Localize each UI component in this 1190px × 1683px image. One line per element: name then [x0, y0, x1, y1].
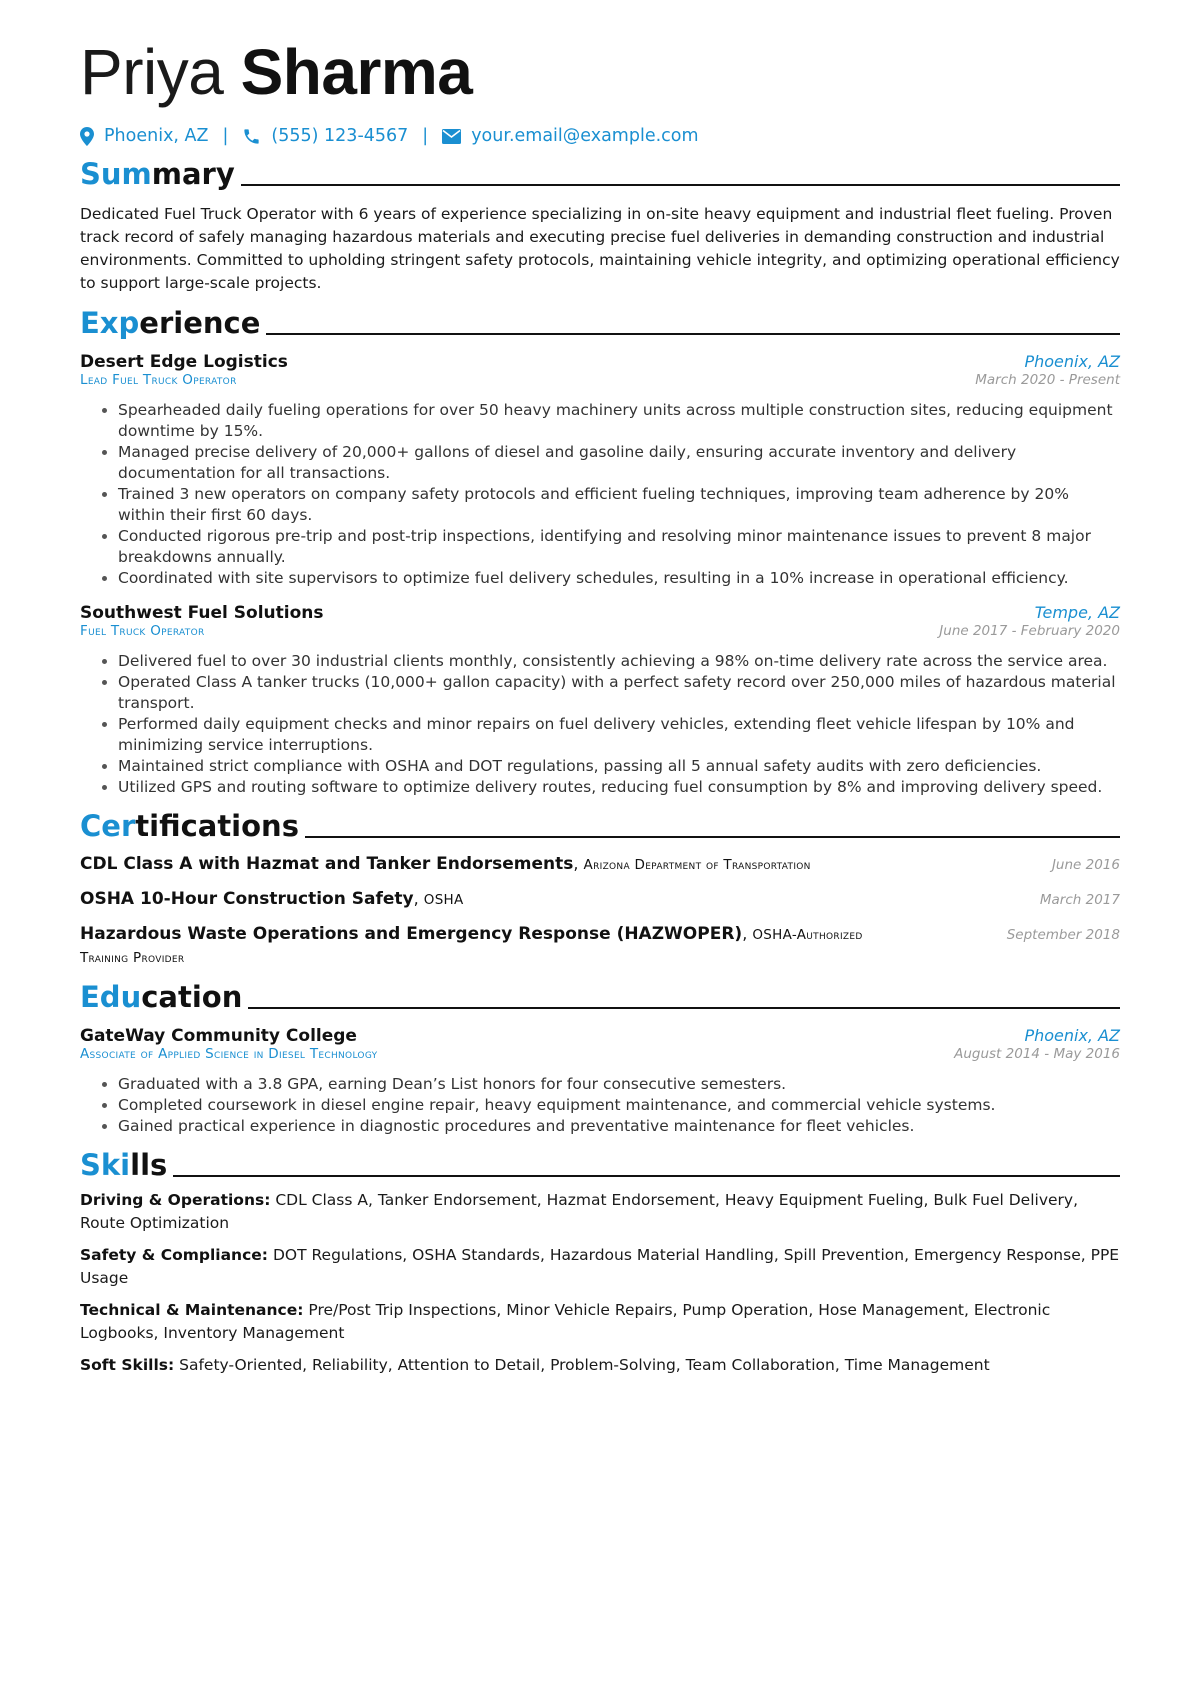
- title-accent: Exp: [80, 306, 140, 340]
- job-role: Lead Fuel Truck Operator: [80, 372, 237, 388]
- list-item: • Utilized GPS and routing software to optimize delivery routes, reducing fuel consumption by 8% and improving delivery speed.: [118, 777, 1120, 798]
- list-item: • Trained 3 new operators on company safety protocols and efficient fueling techniques, improving team adherence by 20% within their first 60 days.: [118, 484, 1120, 526]
- education-dates: August 2014 - May 2016: [954, 1046, 1120, 1062]
- skills-heading: [80, 1148, 1120, 1182]
- job-header: [80, 603, 1120, 623]
- section-title: [80, 157, 235, 191]
- skill-group: [80, 1244, 1120, 1290]
- section-rule: [173, 1175, 1120, 1177]
- skill-label: Driving & Operations:: [80, 1191, 271, 1209]
- job-header: [80, 352, 1120, 372]
- skill-group: [80, 1299, 1120, 1345]
- title-rest: mary: [151, 157, 235, 191]
- phone-icon: [242, 127, 261, 146]
- education-heading: [80, 980, 1120, 1014]
- job-location: Phoenix, AZ: [1024, 352, 1120, 371]
- certification-issuer: OSHA: [423, 892, 464, 908]
- certification-item: [80, 888, 1120, 911]
- section-rule: [305, 836, 1120, 838]
- certification-issuer: Arizona Department of Transportation: [583, 857, 811, 873]
- summary-text: Dedicated Fuel Truck Operator with 6 years of experience specializing in on-site heavy equipment and industrial fleet fueling. Proven track record of safely managing hazardous materials and executing precise fuel deliveries in demanding construction and industrial environments. Committed to upholding stringent safety protocols, maintaining vehicle integrity, and optimizing operational efficiency to support large-scale projects.: [80, 205, 1120, 292]
- skill-label: Soft Skills:: [80, 1356, 175, 1374]
- skill-group: [80, 1354, 1120, 1377]
- title-accent: Ski: [80, 1148, 131, 1182]
- email-link[interactable]: your.email@example.com: [471, 126, 699, 146]
- certifications-heading: [80, 809, 1120, 843]
- certification-main: OSHA 10-Hour Construction Safety, OSHA: [80, 889, 464, 909]
- certification-name: OSHA 10-Hour Construction Safety: [80, 889, 414, 909]
- experience-heading: [80, 306, 1120, 340]
- list-item: • Managed precise delivery of 20,000+ gallons of diesel and gasoline daily, ensuring accurate inventory and delivery documentation for all transactions.: [118, 442, 1120, 484]
- degree: Associate of Applied Science in Diesel Technology: [80, 1046, 378, 1062]
- list-item: • Spearheaded daily fueling operations for over 50 heavy machinery units across multiple construction sites, reducing equipment downtime by 15%.: [118, 400, 1120, 442]
- company-name: Southwest Fuel Solutions: [80, 603, 324, 623]
- contact-separator: |: [222, 126, 229, 146]
- certification-main: CDL Class A with Hazmat and Tanker Endorsements, Arizona Department of Transportation: [80, 854, 811, 874]
- map-pin-icon: [80, 127, 94, 146]
- title-accent: Cer: [80, 809, 136, 843]
- company-name: Desert Edge Logistics: [80, 352, 288, 372]
- first-name: Priya: [80, 36, 224, 108]
- job-location: Tempe, AZ: [1034, 603, 1120, 622]
- title-rest: tifications: [135, 809, 299, 843]
- contact-separator: |: [422, 126, 429, 146]
- job-bullets: [80, 400, 1120, 589]
- list-item: • Maintained strict compliance with OSHA and DOT regulations, passing all 5 annual safety audits with zero deficiencies.: [118, 756, 1120, 777]
- job-role: Fuel Truck Operator: [80, 623, 205, 639]
- candidate-name: [80, 36, 1120, 108]
- list-item: • Graduated with a 3.8 GPA, earning Dean’s List honors for four consecutive semesters.: [118, 1074, 1120, 1095]
- certification-item: [80, 853, 1120, 876]
- skill-group: [80, 1189, 1120, 1235]
- skill-text: DOT Regulations, OSHA Standards, Hazardous Material Handling, Spill Prevention, Emergency Response, PPE Usage: [80, 1246, 1120, 1287]
- skill-label: Technical & Maintenance:: [80, 1301, 304, 1319]
- job-subheader: [80, 623, 1120, 639]
- title-rest: lls: [130, 1148, 168, 1182]
- education-header: [80, 1026, 1120, 1046]
- skill-text: Pre/Post Trip Inspections, Minor Vehicle Repairs, Pump Operation, Hose Management, Electronic Logbooks, Inventory Management: [80, 1301, 1051, 1342]
- list-item: • Gained practical experience in diagnostic procedures and preventative maintenance for fleet vehicles.: [118, 1116, 1120, 1137]
- job-dates: June 2017 - February 2020: [939, 623, 1120, 639]
- certification-name: Hazardous Waste Operations and Emergency Response (HAZWOPER): [80, 924, 743, 944]
- section-rule: [248, 1007, 1120, 1009]
- certification-name: CDL Class A with Hazmat and Tanker Endorsements: [80, 854, 574, 874]
- location-item: [80, 126, 209, 146]
- skill-text: Safety-Oriented, Reliability, Attention to Detail, Problem-Solving, Team Collaboration, Time Management: [179, 1356, 990, 1374]
- section-rule: [241, 184, 1120, 186]
- certification-date: March 2017: [1039, 892, 1120, 908]
- summary-heading: [80, 157, 1120, 191]
- skill-text: CDL Class A, Tanker Endorsement, Hazmat Endorsement, Heavy Equipment Fueling, Bulk Fuel Delivery, Route Optimization: [80, 1191, 1079, 1232]
- certification-issuer: OSHA-Authorized Training Provider: [80, 927, 863, 966]
- title-accent: Sum: [80, 157, 152, 191]
- certification-item: [80, 923, 1120, 969]
- list-item: • Delivered fuel to over 30 industrial clients monthly, consistently achieving a 98% on-time delivery rate across the service area.: [118, 651, 1120, 672]
- envelope-icon: [442, 129, 461, 144]
- job-bullets: [80, 651, 1120, 798]
- section-title: [80, 809, 299, 843]
- job-dates: March 2020 - Present: [975, 372, 1120, 388]
- education-entry: [80, 1026, 1120, 1137]
- section-title: [80, 306, 261, 340]
- job-entry: [80, 352, 1120, 589]
- location-text: Phoenix, AZ: [104, 126, 209, 146]
- list-item: • Conducted rigorous pre-trip and post-trip inspections, identifying and resolving minor maintenance issues to prevent 8 major breakdowns annually.: [118, 526, 1120, 568]
- title-rest: erience: [139, 306, 261, 340]
- job-entry: [80, 603, 1120, 798]
- section-title: [80, 980, 243, 1014]
- education-bullets: [80, 1074, 1120, 1137]
- education-subheader: [80, 1046, 1120, 1062]
- school-location: Phoenix, AZ: [1024, 1026, 1120, 1045]
- title-rest: cation: [141, 980, 243, 1014]
- phone-item: [242, 126, 408, 146]
- certification-date: June 2016: [1051, 857, 1120, 873]
- phone-text: (555) 123-4567: [271, 126, 409, 146]
- certification-main: Hazardous Waste Operations and Emergency Response (HAZWOPER), OSHA-Authorized Training Provider: [80, 924, 863, 966]
- last-name: Sharma: [240, 36, 473, 108]
- title-accent: Edu: [80, 980, 142, 1014]
- list-item: • Performed daily equipment checks and minor repairs on fuel delivery vehicles, extending fleet vehicle lifespan by 10% and minimizing service interruptions.: [118, 714, 1120, 756]
- list-item: • Operated Class A tanker trucks (10,000+ gallon capacity) with a perfect safety record over 250,000 miles of hazardous material transport.: [118, 672, 1120, 714]
- job-subheader: [80, 372, 1120, 388]
- section-rule: [266, 333, 1120, 335]
- skill-label: Safety & Compliance:: [80, 1246, 268, 1264]
- section-title: [80, 1148, 168, 1182]
- list-item: • Coordinated with site supervisors to optimize fuel delivery schedules, resulting in a 10% increase in operational efficiency.: [118, 568, 1120, 589]
- certification-date: September 2018: [1006, 927, 1120, 943]
- contact-line: [80, 126, 1120, 146]
- email-item[interactable]: [442, 126, 698, 146]
- school-name: GateWay Community College: [80, 1026, 357, 1046]
- list-item: • Completed coursework in diesel engine repair, heavy equipment maintenance, and commercial vehicle systems.: [118, 1095, 1120, 1116]
